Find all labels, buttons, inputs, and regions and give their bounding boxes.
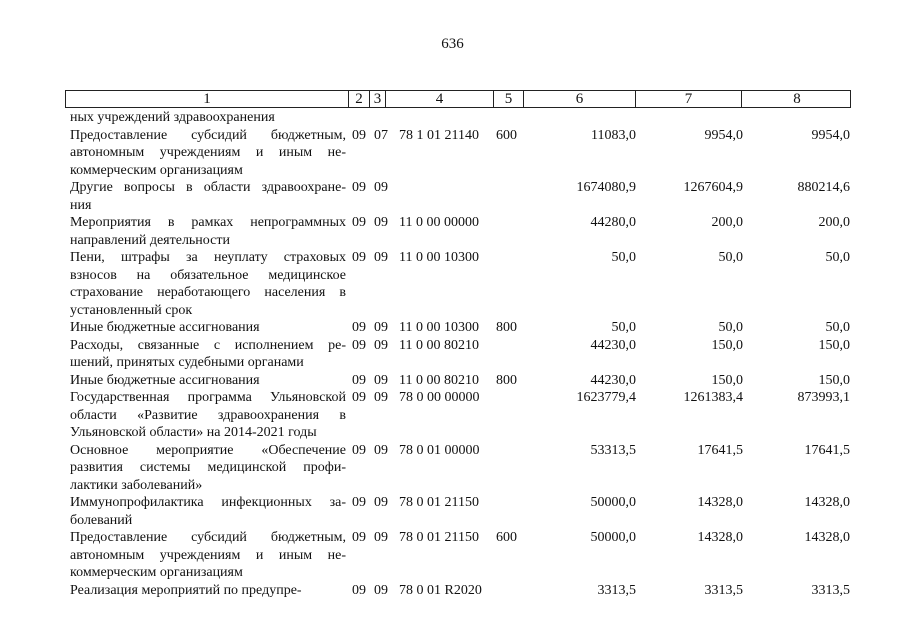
row-description xyxy=(70,214,346,249)
description-line: Ульяновской области» на 2014-2021 годы xyxy=(70,425,317,440)
cell-c4: 11 0 00 80210 xyxy=(399,372,479,388)
description-line: Предоставление субсидий бюджетным, xyxy=(70,127,346,143)
description-line: Пени, штрафы за неуплату страховых xyxy=(70,250,346,265)
cell-c2: 09 xyxy=(352,530,366,545)
cell-c8: 9954,0 xyxy=(811,127,850,143)
cell-c7: 50,0 xyxy=(718,250,743,265)
cell-c2: 09 xyxy=(352,495,366,510)
cell-c2: 09 xyxy=(352,372,366,388)
cell-c6: 53313,5 xyxy=(590,442,636,458)
cell-c8: 150,0 xyxy=(818,337,850,353)
cell-c5: 800 xyxy=(496,320,517,335)
cell-c8: 50,0 xyxy=(825,320,850,335)
description-line: Основное мероприятие «Обеспечение xyxy=(70,442,346,458)
cell-c4: 11 0 00 10300 xyxy=(399,250,479,265)
description-line: болеваний xyxy=(70,512,133,528)
cell-c3: 09 xyxy=(374,582,388,598)
cell-c8: 3313,5 xyxy=(811,582,850,598)
cell-c2: 09 xyxy=(352,180,366,195)
cell-c3: 09 xyxy=(374,442,388,458)
cell-c4: 78 0 01 00000 xyxy=(399,442,480,458)
cell-c3: 09 xyxy=(374,180,388,195)
header-col-7: 7 xyxy=(636,91,742,108)
description-line: Мероприятия в рамках непрограммных xyxy=(70,215,346,230)
row-description xyxy=(70,442,346,495)
cell-c7: 1267604,9 xyxy=(683,180,743,195)
cell-c8: 50,0 xyxy=(825,250,850,265)
cell-c3: 09 xyxy=(374,250,388,265)
cell-c2: 09 xyxy=(352,127,366,143)
cell-c6: 11083,0 xyxy=(591,127,636,143)
cell-c3: 07 xyxy=(374,127,388,143)
description-line: развития системы медицинской профи- xyxy=(70,460,346,475)
header-col-5: 5 xyxy=(494,91,524,108)
cell-c4: 78 0 00 00000 xyxy=(399,390,480,405)
cell-c3: 09 xyxy=(374,390,388,405)
description-line: взносов на обязательное медицинское xyxy=(70,267,346,283)
row-description xyxy=(70,389,346,442)
cell-c7: 9954,0 xyxy=(704,127,743,143)
cell-c6: 1674080,9 xyxy=(576,180,636,195)
row-description xyxy=(70,249,346,319)
cell-c2: 09 xyxy=(352,442,366,458)
row-description xyxy=(70,127,346,180)
description-line: ния xyxy=(70,197,92,213)
cell-c6: 50,0 xyxy=(611,320,636,335)
cell-c6: 44230,0 xyxy=(590,372,636,388)
description-line: Иные бюджетные ассигнования xyxy=(70,320,260,335)
description-line: автономным учреждениям и иным не- xyxy=(70,547,346,563)
cell-c2: 09 xyxy=(352,390,366,405)
cell-c2: 09 xyxy=(352,250,366,265)
description-line: Расходы, связанные с исполнением ре- xyxy=(70,337,346,353)
description-line: страхование неработающего населения в xyxy=(70,285,346,300)
cell-c8: 14328,0 xyxy=(804,495,850,510)
cell-c6: 1623779,4 xyxy=(576,390,636,405)
header-col-8: 8 xyxy=(793,91,801,107)
cell-c2: 09 xyxy=(352,215,366,230)
cell-c4: 78 0 01 21150 xyxy=(399,530,479,545)
cell-c3: 09 xyxy=(374,530,388,545)
table-header xyxy=(65,90,851,108)
description-line: Другие вопросы в области здравоохране- xyxy=(70,180,346,195)
cell-c6: 50000,0 xyxy=(590,495,636,510)
cell-c7: 150,0 xyxy=(711,337,743,353)
row-description xyxy=(70,179,346,214)
header-col-3: 3 xyxy=(370,91,386,108)
cell-c3: 09 xyxy=(374,337,388,353)
description-line: ных учреждений здравоохранения xyxy=(70,110,275,125)
cell-c7: 1261383,4 xyxy=(683,390,743,405)
cell-c3: 09 xyxy=(374,372,388,388)
cell-c3: 09 xyxy=(374,215,388,230)
cell-c4: 11 0 00 10300 xyxy=(399,320,479,335)
description-line: коммерческим организациям xyxy=(70,162,243,178)
cell-c8: 17641,5 xyxy=(804,442,850,458)
row-description xyxy=(70,494,346,529)
cell-c2: 09 xyxy=(352,337,366,353)
header-col-1: 1 xyxy=(66,91,349,108)
cell-c7: 200,0 xyxy=(711,215,743,230)
page-number: 636 xyxy=(441,36,464,52)
cell-c5: 800 xyxy=(496,372,517,388)
description-line: направлений деятельности xyxy=(70,232,230,248)
cell-c3: 09 xyxy=(374,320,388,335)
cell-c4: 11 0 00 80210 xyxy=(399,337,479,353)
cell-c8: 880214,6 xyxy=(797,180,850,195)
cell-c7: 50,0 xyxy=(718,320,743,335)
description-line: шений, принятых судебными органами xyxy=(70,355,304,370)
cell-c7: 3313,5 xyxy=(704,582,743,598)
description-line: Предоставление субсидий бюджетным, xyxy=(70,530,346,545)
cell-c6: 44280,0 xyxy=(590,215,636,230)
row-description xyxy=(70,582,346,600)
header-col-2: 2 xyxy=(349,91,370,108)
cell-c6: 50000,0 xyxy=(590,530,636,545)
cell-c5: 600 xyxy=(496,127,517,143)
cell-c7: 14328,0 xyxy=(697,530,743,545)
cell-c8: 14328,0 xyxy=(804,530,850,545)
row-description xyxy=(70,529,346,582)
description-line: области «Развитие здравоохранения в xyxy=(70,407,346,423)
row-description xyxy=(70,372,346,390)
cell-c4: 78 1 01 21140 xyxy=(399,127,479,143)
cell-c4: 78 0 01 R2020 xyxy=(399,582,482,598)
header-col-6: 6 xyxy=(524,91,636,108)
description-line: установленный срок xyxy=(70,302,193,318)
cell-c4: 11 0 00 00000 xyxy=(399,215,479,230)
description-line: Иммунопрофилактика инфекционных за- xyxy=(70,495,346,510)
row-description xyxy=(70,319,346,337)
cell-c6: 44230,0 xyxy=(590,337,636,353)
cell-c8: 150,0 xyxy=(818,372,850,388)
row-description xyxy=(70,337,346,372)
description-line: лактики заболеваний» xyxy=(70,477,203,493)
description-line: коммерческим организациям xyxy=(70,565,243,580)
header-col-4: 4 xyxy=(386,91,494,108)
cell-c8: 200,0 xyxy=(818,215,850,230)
description-line: автономным учреждениям и иным не- xyxy=(70,145,346,160)
cell-c8: 873993,1 xyxy=(797,390,850,405)
cell-c2: 09 xyxy=(352,582,366,598)
cell-c5: 600 xyxy=(496,530,517,545)
cell-c4: 78 0 01 21150 xyxy=(399,495,479,510)
description-line: Иные бюджетные ассигнования xyxy=(70,372,260,388)
description-line: Государственная программа Ульяновской xyxy=(70,390,346,405)
description-line: Реализация мероприятий по предупре- xyxy=(70,582,302,598)
cell-c6: 3313,5 xyxy=(597,582,636,598)
row-description xyxy=(70,109,346,127)
cell-c2: 09 xyxy=(352,320,366,335)
cell-c6: 50,0 xyxy=(611,250,636,265)
cell-c3: 09 xyxy=(374,495,388,510)
cell-c7: 17641,5 xyxy=(697,442,743,458)
cell-c7: 14328,0 xyxy=(697,495,743,510)
cell-c7: 150,0 xyxy=(711,372,743,388)
